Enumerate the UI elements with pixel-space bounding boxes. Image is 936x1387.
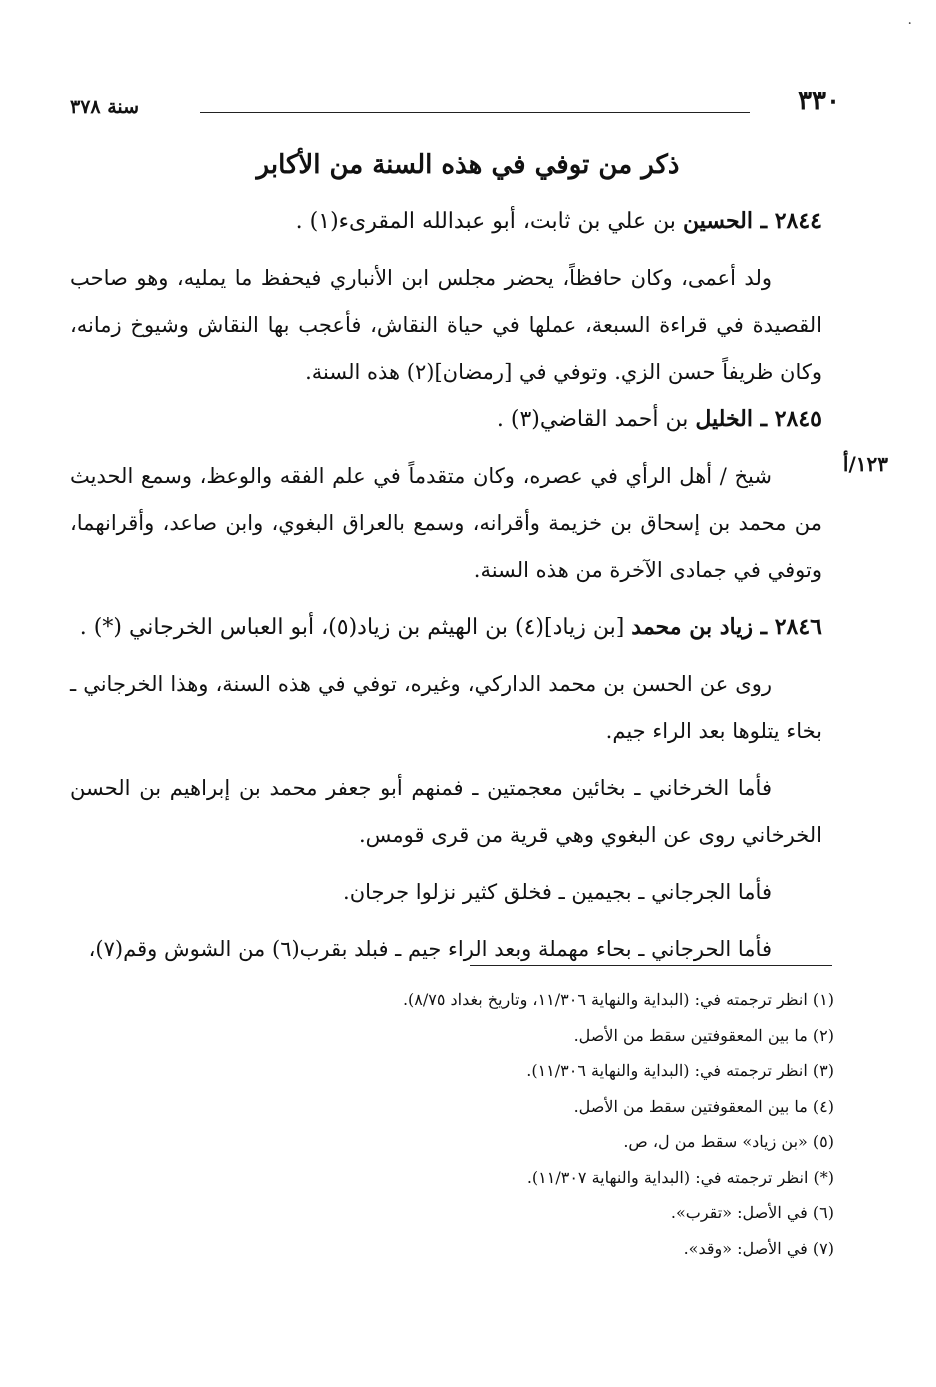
entry-body: ولد أعمى، وكان حافظاً، يحضر مجلس ابن الأنباري فيحفظ ما يمليه، وهو صاحب القصيدة في قراءة السبعة، عملها في حياة النقاش، فأعجب بها النقاش وشيوخ زمانه، وكان ظريفاً حسن الزي. وتوفي في [رمضان](٢) هذه السنة. — [70, 266, 822, 384]
footnote: (٢) ما بين المعقوفتين سقط من الأصل. — [573, 1025, 834, 1045]
entry-title — [70, 604, 822, 651]
footnotes — [234, 982, 834, 1266]
footnote: (١) انظر ترجمته في: (البداية والنهاية ١١/٣٠٦، وتاريخ بغداد ٨/٧٥). — [402, 990, 834, 1009]
corner-mark: · — [907, 16, 912, 32]
entry-number: ٢٨٤٦ ـ زياد بن محمد — [631, 614, 822, 640]
footnote: (٣) انظر ترجمته في: (البداية والنهاية ١١/٣٠٦). — [526, 1061, 834, 1080]
footnote: (*) انظر ترجمته في: (البداية والنهاية ١١/٣٠٧). — [526, 1167, 834, 1187]
entry-name: [بن زياد](٤) بن الهيثم بن زياد(٥)، أبو العباس الخرجاني (*) . — [79, 615, 632, 640]
entry-number: ٢٨٤٤ ـ الحسين — [682, 208, 822, 234]
section-title: ذكر من توفي في هذه السنة من الأكابر — [256, 150, 680, 180]
entry-2845 — [70, 396, 822, 594]
entry-paragraph: فأما الجرجاني ـ بجيمين ـ فخلق كثير نزلوا جرجان. — [343, 880, 772, 904]
footnote: (٧) في الأصل: «وقد». — [683, 1238, 834, 1258]
entry-2846 — [70, 604, 822, 973]
entry-paragraph: روى عن الحسن بن محمد الداركي، وغيره، توفي في هذه السنة، وهذا الخرجاني ـ بخاء يتلوها بعد الراء جيم. — [70, 672, 822, 743]
entry-body: شيخ / أهل الرأي في عصره، وكان متقدماً في علم الفقه والوعظ، وسمع الحديث من محمد بن إسحاق بن خزيمة وأقرانه، وسمع بالعراق البغوي، وابن صاعد، وأقرانهما، وتوفي في جمادى الآخرة من هذه السنة. — [70, 464, 822, 582]
entry-name: بن علي بن ثابت، أبو عبدالله المقرىء(١) . — [295, 209, 683, 234]
entry-number: ٢٨٤٥ ـ الخليل — [695, 406, 822, 432]
footnote: (٥) «بن زياد» سقط من ل، ص. — [623, 1132, 834, 1151]
entry-name: بن أحمد القاضي(٣) . — [496, 407, 696, 432]
footnote: (٤) ما بين المعقوفتين سقط من الأصل. — [573, 1096, 834, 1116]
margin-folio-note: ١٢٣/أ — [842, 452, 888, 476]
entry-title — [70, 396, 822, 443]
entry-paragraph: فأما الخرخاني ـ بخائين معجمتين ـ فمنهم أبو جعفر محمد بن إبراهيم بن الحسن الخرخاني روى عن البغوي وهي قرية من قرى قومس. — [70, 776, 822, 847]
page-number: ٣٣٠ — [798, 86, 840, 116]
year-label: سنة ٣٧٨ — [70, 96, 140, 118]
entry-title — [70, 198, 822, 245]
header-rule — [200, 112, 750, 113]
entry-2844 — [70, 198, 822, 396]
entry-paragraph: فأما الحرجاني ـ بحاء مهملة وبعد الراء جيم ـ فبلد بقرب(٦) من الشوش وقم(٧)، — [88, 937, 772, 961]
footnote: (٦) في الأصل: «تقرب». — [670, 1203, 834, 1222]
running-header — [70, 86, 840, 126]
footnote-rule — [470, 965, 832, 966]
